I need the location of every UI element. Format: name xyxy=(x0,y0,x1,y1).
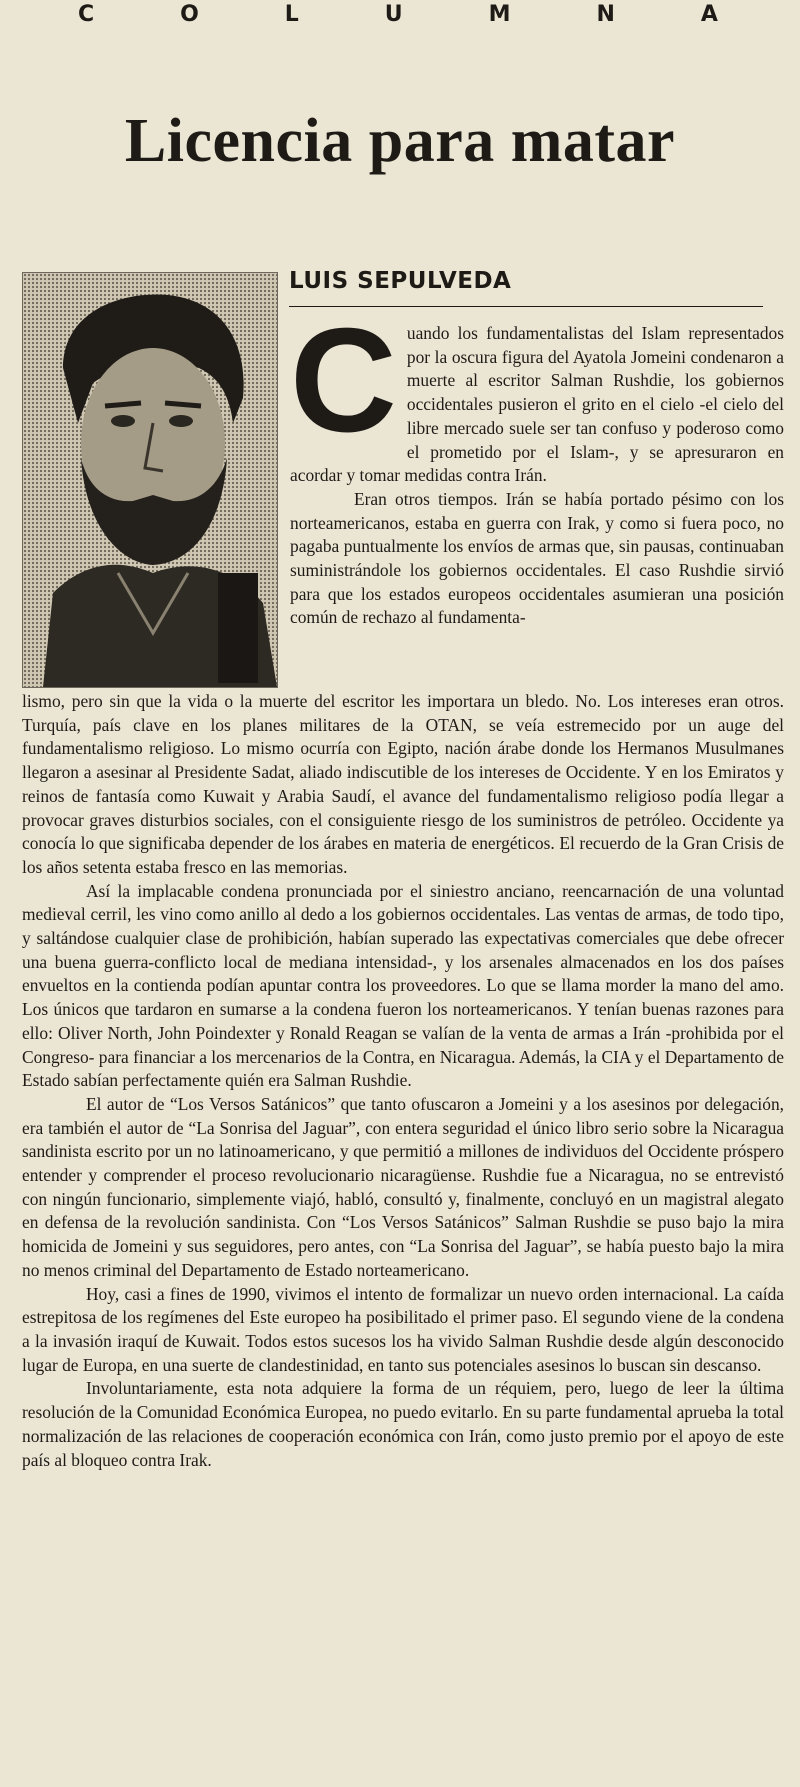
paragraph-4: El autor de “Los Versos Satánicos” que tanto ofuscaron a Jomeini y a los asesinos por delegación, era también el autor de “La Sonrisa del Jaguar”, con entera seguridad el único libro serio sobre la Nicaragua sandinista escrito por un no latinoamericano, y que permitió a millones de individuos del Occidente próspero entender y comprender el proceso revolucionario nicaragüense. Rushdie fue a Nicaragua, no se entrevistó con ningún funcionario, simplemente viajó, habló, consultó y, finalmente, concluyó en un magistral alegato en defensa de la revolución sandinista. Con “Los Versos Satánicos” Salman Rushdie se puso bajo la mira homicida de Jomeini y sus seguidores, pero antes, con “La Sonrisa del Jaguar”, se había puesto bajo la mira no menos criminal del Departamento de Estado norteamericano. xyxy=(22,1093,784,1280)
author-byline: LUIS SEPULVEDA xyxy=(289,268,512,294)
lead-text: uando los fundamentalistas del Islam representados por la oscura figura del Ayatola Jomeini condenaron a muerte al escritor Salman Rushdie, los gobiernos occidentales pusieron el grito en el cielo -el cielo del libre mercado suele ser tan confuso y poderoso como el prometido por el Islam-, y se apresuraron en acordar y tomar medidas contra Irán. xyxy=(290,323,784,486)
article-body xyxy=(22,690,784,1472)
section-letter: M xyxy=(488,2,511,27)
paragraph-2-top: Eran otros tiempos. Irán se había portado pésimo con los norteamericanos, estaba en guerra con Irak, y como si fuera poco, no pagaba puntualmente los envíos de armas que, sin pausas, continuaban suministrándole los gobiernos occidentales. El caso Rushdie sirvió para que los estados europeos occidentales asumieran una posición común de rechazo al fundamenta- xyxy=(290,488,784,628)
author-portrait-image xyxy=(23,273,277,687)
section-letter: A xyxy=(700,2,718,27)
paragraph-3: Así la implacable condena pronunciada por el siniestro anciano, reencarnación de una voluntad medieval cerril, les vino como anillo al dedo a los gobiernos occidentales. Las ventas de armas, de todo tipo, y saltándose cualquier clase de prohibición, habían superado las expectativas comerciales que debe ofrecer una buena guerra-conflicto local de mediana intensidad-, y los arsenales almacenados en los dos países envueltos en la contienda podían apuntar contra los proveedores. Lo que se llama morder la mano del amo. Los únicos que tardaron en sumarse a la condena fueron los norteamericanos. Y tenían buenas razones para ello: Oliver North, John Poindexter y Ronald Reagan se valían de la venta de armas a Irán -prohibida por el Congreso- para financiar a los mercenarios de la Contra, en Nicaragua. Además, la CIA y el Departamento de Estado sabían perfectamente quién era Salman Rushdie. xyxy=(22,880,784,1091)
paragraph-6: Involuntariamente, esta nota adquiere la forma de un réquiem, pero, luego de leer la última resolución de la Comunidad Económica Europea, no puedo evitarlo. En su parte fundamental aprueba la total normalización de las relaciones de cooperación económica con Irán, como justo premio por el apoyo de este país al bloqueo contra Irak. xyxy=(22,1378,784,1470)
section-letter: O xyxy=(180,2,199,27)
section-letter: N xyxy=(596,2,615,27)
paragraph-2-bottom: lismo, pero sin que la vida o la muerte del escritor les importara un bledo. No. Los intereses eran otros. Turquía, país clave en los planes militares de la OTAN, se veía estremecido por un auge del fundamentalismo religioso. Lo mismo ocurría con Egipto, nación árabe donde los Hermanos Musulmanes llegaron a asesinar al Presidente Sadat, aliado indiscutible de los intereses de Occidente. Y en los Emiratos y reinos de fantasía como Kuwait y Arabia Saudí, el avance del fundamentalismo religioso podía llegar a provocar graves disturbios sociales, con el consiguiente riesgo de los suministros de petróleo. Occidente ya conocía lo que significaba depender de los árabes en materia de energéticos. El recuerdo de la Gran Crisis de los años setenta estaba fresco en las memorias. xyxy=(22,691,784,877)
paragraph-5: Hoy, casi a fines de 1990, vivimos el intento de formalizar un nuevo orden internacional. La caída estrepitosa de los regímenes del Este europeo ha posibilitado el primer paso. El segundo viene de la condena a la invasión iraquí de Kuwait. Todos estos sucesos los ha vivido Salman Rushdie desde algún desconocido lugar de Europa, en una suerte de clandestinidad, en tanto sus potenciales asesinos lo buscan sin descanso. xyxy=(22,1283,784,1375)
author-photo xyxy=(22,272,278,688)
section-letter: U xyxy=(384,2,403,27)
lead-paragraph xyxy=(290,298,784,488)
section-letter: L xyxy=(284,2,299,27)
section-letter: C xyxy=(78,2,95,27)
lead-block xyxy=(290,298,784,630)
headline: Licencia para matar xyxy=(124,107,676,175)
section-label xyxy=(78,2,718,27)
drop-cap: C xyxy=(290,298,397,463)
